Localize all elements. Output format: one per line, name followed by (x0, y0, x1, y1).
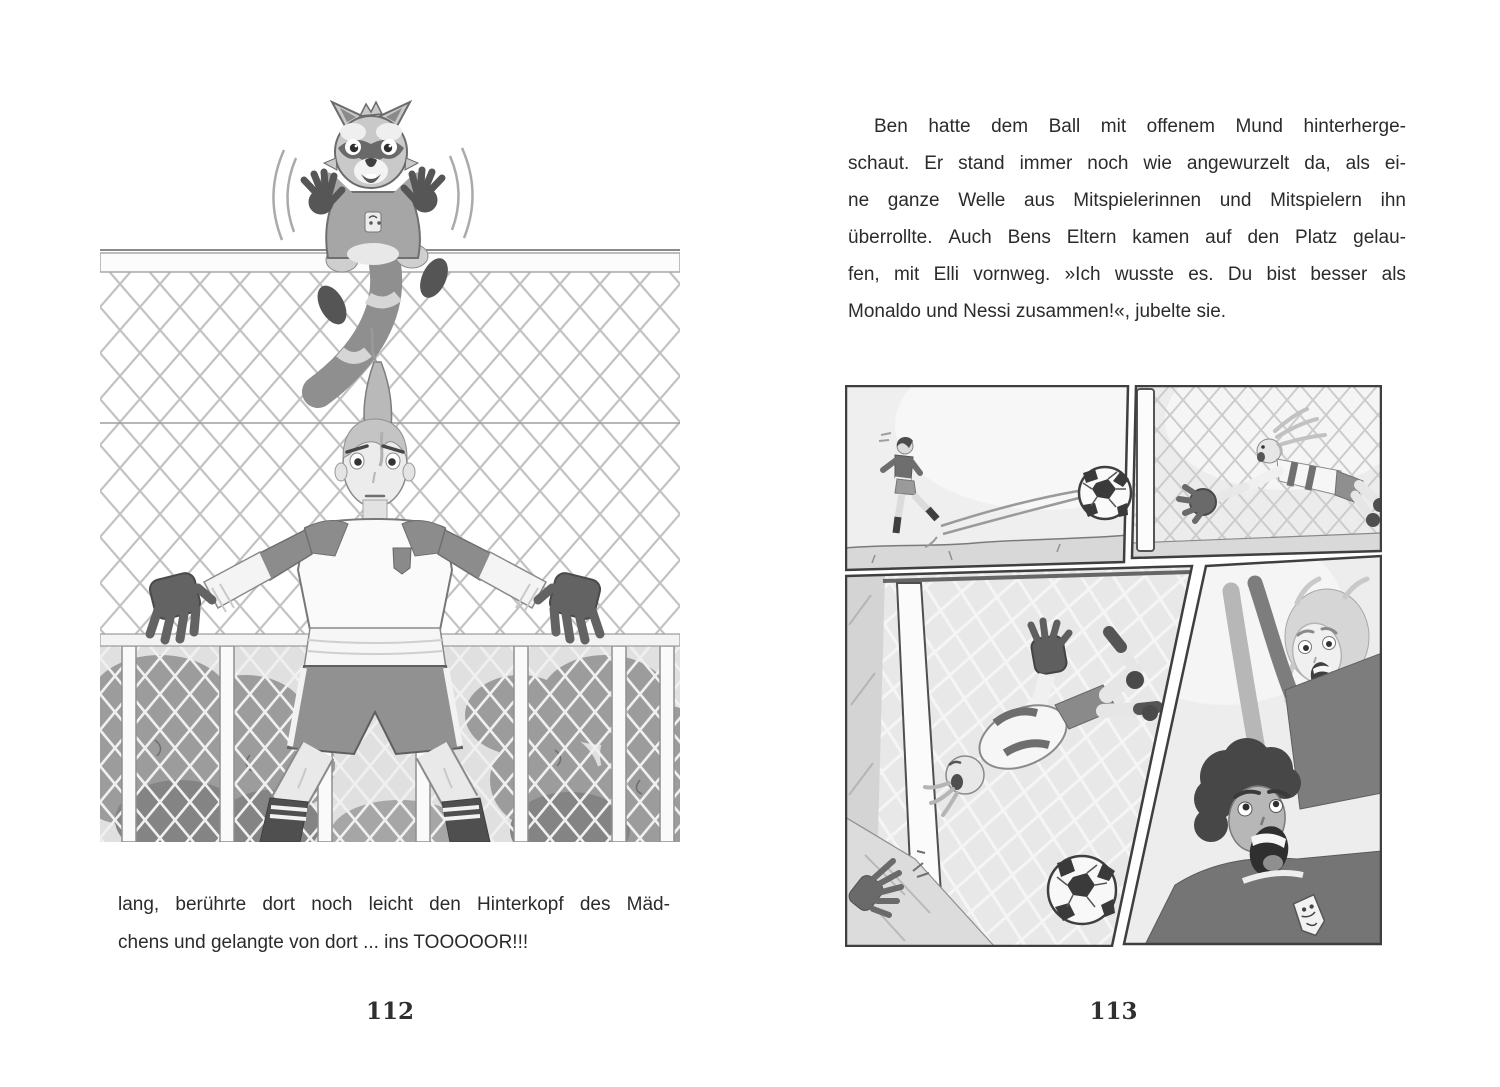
page-number-left: 112 (365, 998, 414, 1025)
paragraph-line: schaut. Er stand immer noch wie angewurzelt da, als ei- (848, 153, 1406, 174)
goal-post (1137, 389, 1154, 551)
raccoon-head (324, 102, 418, 188)
paragraph-line: ne ganze Welle aus Mitspielerinnen und Mitspielern ihn (848, 190, 1406, 211)
soccer-comic-panels (845, 385, 1382, 947)
goalkeeper-raccoon-illustration (100, 100, 680, 842)
paragraph-line: fen, mit Elli vornweg. »Ich wusste es. Du bist besser als (848, 264, 1406, 285)
left-caption (118, 886, 670, 962)
paragraph-line: überrollte. Auch Bens Eltern kamen auf den Platz gelau- (848, 227, 1406, 248)
page-number-right: 113 (1089, 998, 1138, 1025)
right-paragraph (848, 108, 1406, 330)
panel-save (1132, 385, 1382, 565)
paragraph-line: Monaldo und Nessi zusammen!«, jubelte sie. (848, 301, 1227, 322)
waist-sash (304, 628, 446, 668)
ball-in-goal (1048, 856, 1116, 924)
caption-line: chens und gelangte von dort ... ins TOOOOOR!!! (118, 932, 529, 953)
flying-ball (1079, 467, 1131, 519)
caption-line: lang, berührte dort noch leicht den Hinterkopf des Mäd- (118, 894, 670, 915)
paragraph-line: Ben hatte dem Ball mit offenem Mund hinterherge- (874, 116, 1406, 137)
